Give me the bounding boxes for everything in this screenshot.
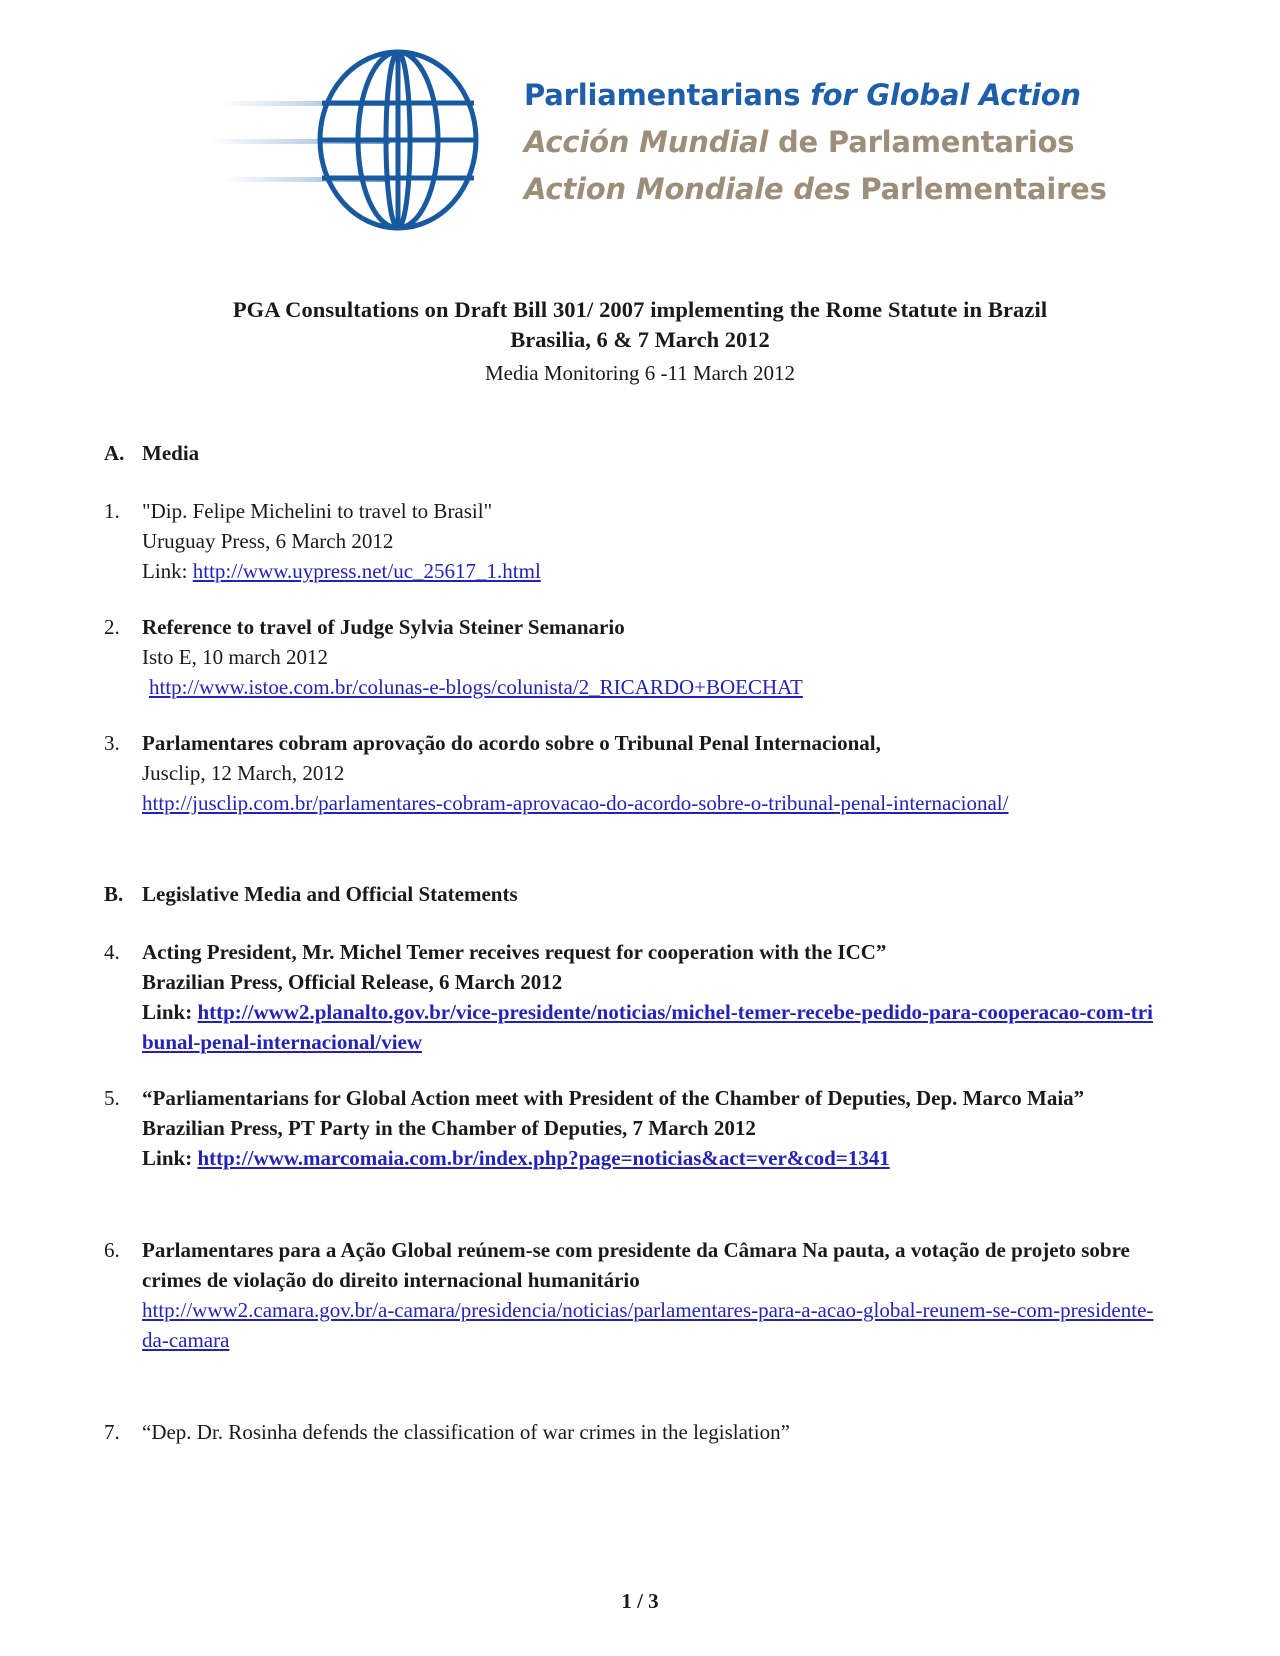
section-b-marker: B. bbox=[104, 882, 124, 906]
entry-link-prefix: Link: bbox=[142, 559, 193, 583]
section-heading-a bbox=[104, 441, 1160, 466]
entry-link-line bbox=[142, 1295, 1160, 1355]
entry-title: Reference to travel of Judge Sylvia Steiner Semanario bbox=[142, 615, 625, 639]
page-title: PGA Consultations on Draft Bill 301/ 2007 implementing the Rome Statute in Brazil bbox=[232, 297, 1048, 322]
section-heading-b bbox=[104, 882, 1160, 907]
entry-body bbox=[142, 728, 1160, 818]
logo-line-spanish-plain: de Parlamentarios bbox=[778, 124, 1075, 159]
entry-link-line bbox=[142, 556, 1160, 586]
entry-body bbox=[142, 1235, 1160, 1355]
entry-link-prefix: Link: bbox=[142, 1146, 198, 1170]
entry-body bbox=[142, 937, 1160, 1057]
logo-line-french-italic: Action Mondiale des bbox=[524, 171, 861, 206]
entry-body bbox=[142, 1417, 1160, 1447]
page-subtitle: Brasilia, 6 & 7 March 2012 bbox=[510, 327, 770, 352]
entry-title: “Parliamentarians for Global Action meet with President of the Chamber of Deputies, Dep. Marco Maia” bbox=[142, 1086, 1085, 1110]
logo-line-english-plain: Parliamentarians bbox=[524, 77, 811, 112]
list-item bbox=[104, 937, 1160, 1057]
section-b-label: Legislative Media and Official Statements bbox=[142, 882, 518, 906]
logo-line-french bbox=[524, 166, 1107, 213]
logo-line-french-plain: Parlementaires bbox=[860, 171, 1107, 206]
section-a-label: Media bbox=[142, 441, 200, 465]
entry-url-link[interactable]: http://www.uypress.net/uc_25617_1.html bbox=[192, 559, 541, 583]
list-item bbox=[104, 612, 1160, 702]
entry-number: 1. bbox=[104, 499, 120, 523]
entry-url-link[interactable]: http://jusclip.com.br/parlamentares-cobram-aprovacao-do-acordo-sobre-o-tribunal-penal-internacional/ bbox=[142, 791, 1009, 815]
entry-url-link[interactable]: http://www.marcomaia.com.br/index.php?page=noticias&act=ver&cod=1341 bbox=[197, 1146, 890, 1170]
document-body bbox=[0, 441, 1280, 1447]
entry-link-line bbox=[142, 1143, 1160, 1173]
logo-line-english bbox=[524, 72, 1107, 119]
entry-number: 2. bbox=[104, 615, 120, 639]
entry-number: 7. bbox=[104, 1420, 120, 1444]
list-item bbox=[104, 1235, 1160, 1355]
entry-body bbox=[142, 496, 1160, 586]
entry-body bbox=[142, 612, 1160, 702]
logo-line-english-italic: for Global Action bbox=[810, 77, 1081, 112]
document-title-block bbox=[0, 295, 1280, 389]
entry-number: 5. bbox=[104, 1086, 120, 1110]
page-number-footer: 1 / 3 bbox=[621, 1589, 659, 1613]
entry-title: "Dip. Felipe Michelini to travel to Brasil" bbox=[142, 499, 493, 523]
entry-url-link[interactable]: http://www2.planalto.gov.br/vice-presidente/noticias/michel-temer-recebe-pedido-para-cooperacao-com-tribunal-penal-internacional/view bbox=[142, 1000, 1153, 1054]
entry-title: Acting President, Mr. Michel Temer receives request for cooperation with the ICC” bbox=[142, 940, 887, 964]
entry-link-line bbox=[142, 997, 1160, 1057]
entry-link-line bbox=[142, 788, 1160, 818]
list-item bbox=[104, 1083, 1160, 1173]
entry-number: 3. bbox=[104, 731, 120, 755]
entry-source: Brazilian Press, Official Release, 6 March 2012 bbox=[142, 970, 563, 994]
list-item bbox=[104, 496, 1160, 586]
globe-icon bbox=[210, 47, 510, 232]
entry-source: Isto E, 10 march 2012 bbox=[142, 645, 329, 669]
entry-title: “Dep. Dr. Rosinha defends the classification of war crimes in the legislation” bbox=[142, 1420, 790, 1444]
section-a-marker: A. bbox=[104, 441, 125, 465]
page-tagline: Media Monitoring 6 -11 March 2012 bbox=[484, 361, 796, 385]
entry-number: 6. bbox=[104, 1238, 120, 1262]
entry-title: Parlamentares para a Ação Global reúnem-se com presidente da Câmara Na pauta, a votação de projeto sobre crimes de violação do direito internacional humanitário bbox=[142, 1238, 1130, 1292]
list-item bbox=[104, 1417, 1160, 1447]
entry-url-link[interactable]: http://www2.camara.gov.br/a-camara/presidencia/noticias/parlamentares-para-a-acao-global-reunem-se-com-presidente-da-camara bbox=[142, 1298, 1154, 1352]
logo-line-spanish-italic: Acción Mundial bbox=[524, 124, 778, 159]
entry-source: Uruguay Press, 6 March 2012 bbox=[142, 529, 394, 553]
list-item bbox=[104, 728, 1160, 818]
entry-number: 4. bbox=[104, 940, 120, 964]
entry-link-line bbox=[142, 672, 1160, 702]
entry-title: Parlamentares cobram aprovação do acordo sobre o Tribunal Penal Internacional, bbox=[142, 731, 881, 755]
entry-source: Brazilian Press, PT Party in the Chamber of Deputies, 7 March 2012 bbox=[142, 1116, 756, 1140]
entry-source: Jusclip, 12 March, 2012 bbox=[142, 761, 345, 785]
logo-line-spanish bbox=[524, 119, 1107, 166]
entry-url-link[interactable]: http://www.istoe.com.br/colunas-e-blogs/colunista/2_RICARDO+BOECHAT bbox=[149, 675, 803, 699]
organization-logo bbox=[0, 0, 1280, 206]
entry-body bbox=[142, 1083, 1160, 1173]
entry-link-prefix: Link: bbox=[142, 1000, 198, 1024]
logo-wordmark bbox=[524, 66, 1107, 213]
